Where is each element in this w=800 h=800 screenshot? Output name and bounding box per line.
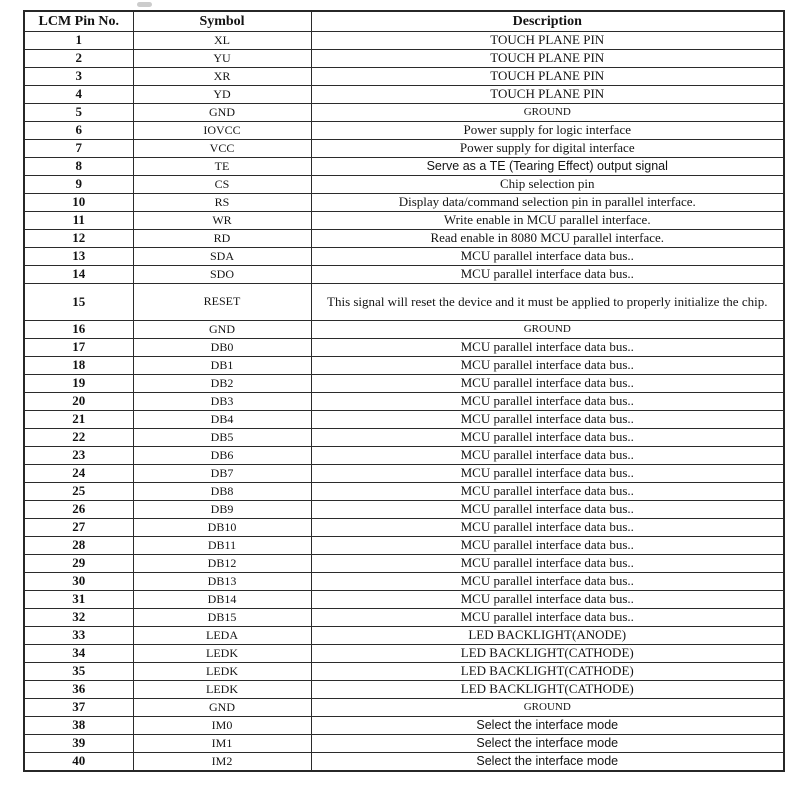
description-cell: Serve as a TE (Tearing Effect) output signal [311,158,784,176]
symbol-cell: YU [133,50,311,68]
pin-number-cell: 14 [24,266,133,284]
pin-number-cell: 40 [24,753,133,772]
pin-number-cell: 16 [24,321,133,339]
description-cell: MCU parallel interface data bus.. [311,537,784,555]
table-row [24,158,784,176]
symbol-cell: GND [133,104,311,122]
description-cell: MCU parallel interface data bus.. [311,339,784,357]
table-row [24,681,784,699]
table-row [24,663,784,681]
table-row [24,375,784,393]
symbol-cell: TE [133,158,311,176]
pin-number-cell: 39 [24,735,133,753]
pin-number-cell: 27 [24,519,133,537]
table-row [24,104,784,122]
description-cell: MCU parallel interface data bus.. [311,266,784,284]
symbol-cell: LEDK [133,645,311,663]
symbol-cell: YD [133,86,311,104]
table-row [24,429,784,447]
table-row [24,645,784,663]
table-row [24,176,784,194]
description-cell: MCU parallel interface data bus.. [311,465,784,483]
description-cell: Display data/command selection pin in parallel interface. [311,194,784,212]
description-cell: GROUND [311,321,784,339]
table-row [24,194,784,212]
pin-number-cell: 8 [24,158,133,176]
pin-number-cell: 9 [24,176,133,194]
table-row [24,393,784,411]
description-cell: LED BACKLIGHT(CATHODE) [311,681,784,699]
lcm-pin-table [23,10,785,772]
symbol-cell: DB3 [133,393,311,411]
description-cell: Select the interface mode [311,717,784,735]
table-row [24,32,784,50]
description-cell: MCU parallel interface data bus.. [311,447,784,465]
description-cell: MCU parallel interface data bus.. [311,393,784,411]
description-cell: MCU parallel interface data bus.. [311,501,784,519]
symbol-cell: DB7 [133,465,311,483]
header-description: Description [311,11,784,32]
symbol-cell: DB8 [133,483,311,501]
header-symbol: Symbol [133,11,311,32]
description-cell: Read enable in 8080 MCU parallel interface. [311,230,784,248]
pin-number-cell: 34 [24,645,133,663]
description-cell: MCU parallel interface data bus.. [311,591,784,609]
table-row [24,609,784,627]
pin-number-cell: 25 [24,483,133,501]
table-row [24,339,784,357]
pin-number-cell: 11 [24,212,133,230]
symbol-cell: DB9 [133,501,311,519]
description-cell: Chip selection pin [311,176,784,194]
symbol-cell: XL [133,32,311,50]
description-cell: MCU parallel interface data bus.. [311,357,784,375]
pin-number-cell: 33 [24,627,133,645]
description-cell: MCU parallel interface data bus.. [311,375,784,393]
table-row [24,122,784,140]
table-row [24,627,784,645]
pin-table-body [24,32,784,772]
description-cell: Write enable in MCU parallel interface. [311,212,784,230]
description-cell: MCU parallel interface data bus.. [311,555,784,573]
pin-number-cell: 21 [24,411,133,429]
symbol-cell: DB2 [133,375,311,393]
symbol-cell: LEDK [133,663,311,681]
symbol-cell: SDA [133,248,311,266]
symbol-cell: DB12 [133,555,311,573]
table-row [24,321,784,339]
description-cell: MCU parallel interface data bus.. [311,483,784,501]
symbol-cell: WR [133,212,311,230]
description-cell: GROUND [311,104,784,122]
symbol-cell: LEDA [133,627,311,645]
pin-number-cell: 24 [24,465,133,483]
pin-number-cell: 32 [24,609,133,627]
symbol-cell: IM1 [133,735,311,753]
pin-number-cell: 15 [24,284,133,321]
pin-number-cell: 38 [24,717,133,735]
description-cell: GROUND [311,699,784,717]
pin-number-cell: 4 [24,86,133,104]
table-row [24,230,784,248]
table-row [24,447,784,465]
description-cell: MCU parallel interface data bus.. [311,609,784,627]
description-cell: MCU parallel interface data bus.. [311,429,784,447]
symbol-cell: RESET [133,284,311,321]
table-row [24,717,784,735]
description-cell: TOUCH PLANE PIN [311,86,784,104]
table-header-row [24,11,784,32]
description-cell: Select the interface mode [311,753,784,772]
description-cell: TOUCH PLANE PIN [311,50,784,68]
table-row [24,465,784,483]
symbol-cell: GND [133,321,311,339]
pin-number-cell: 28 [24,537,133,555]
pin-number-cell: 29 [24,555,133,573]
pin-number-cell: 3 [24,68,133,86]
symbol-cell: IM2 [133,753,311,772]
table-row [24,411,784,429]
symbol-cell: DB5 [133,429,311,447]
pin-number-cell: 2 [24,50,133,68]
description-cell: MCU parallel interface data bus.. [311,573,784,591]
pin-number-cell: 12 [24,230,133,248]
pin-number-cell: 19 [24,375,133,393]
symbol-cell: DB15 [133,609,311,627]
table-row [24,212,784,230]
symbol-cell: DB13 [133,573,311,591]
description-cell: TOUCH PLANE PIN [311,68,784,86]
pin-number-cell: 17 [24,339,133,357]
table-row [24,537,784,555]
table-row [24,140,784,158]
header-lcm-pin-no: LCM Pin No. [24,11,133,32]
pin-number-cell: 18 [24,357,133,375]
table-row [24,555,784,573]
description-cell: Select the interface mode [311,735,784,753]
pin-number-cell: 7 [24,140,133,158]
symbol-cell: DB4 [133,411,311,429]
pin-number-cell: 31 [24,591,133,609]
pin-number-cell: 37 [24,699,133,717]
table-row [24,573,784,591]
pin-number-cell: 13 [24,248,133,266]
description-cell: Power supply for logic interface [311,122,784,140]
table-row [24,248,784,266]
symbol-cell: VCC [133,140,311,158]
description-cell: TOUCH PLANE PIN [311,32,784,50]
description-cell: LED BACKLIGHT(CATHODE) [311,663,784,681]
table-row [24,735,784,753]
table-row [24,699,784,717]
symbol-cell: SDO [133,266,311,284]
table-row [24,357,784,375]
pin-number-cell: 20 [24,393,133,411]
scan-artifact [137,2,152,7]
description-cell: MCU parallel interface data bus.. [311,519,784,537]
description-cell: MCU parallel interface data bus.. [311,248,784,266]
pin-number-cell: 10 [24,194,133,212]
symbol-cell: RD [133,230,311,248]
symbol-cell: XR [133,68,311,86]
description-cell: MCU parallel interface data bus.. [311,411,784,429]
table-row [24,50,784,68]
table-row [24,519,784,537]
symbol-cell: IOVCC [133,122,311,140]
table-row [24,68,784,86]
symbol-cell: GND [133,699,311,717]
symbol-cell: DB1 [133,357,311,375]
symbol-cell: DB11 [133,537,311,555]
table-row [24,591,784,609]
pin-number-cell: 35 [24,663,133,681]
pin-number-cell: 26 [24,501,133,519]
symbol-cell: LEDK [133,681,311,699]
symbol-cell: DB10 [133,519,311,537]
description-cell: Power supply for digital interface [311,140,784,158]
symbol-cell: DB0 [133,339,311,357]
symbol-cell: CS [133,176,311,194]
table-row [24,266,784,284]
pin-number-cell: 30 [24,573,133,591]
description-cell: LED BACKLIGHT(ANODE) [311,627,784,645]
pin-number-cell: 5 [24,104,133,122]
symbol-cell: RS [133,194,311,212]
table-row [24,284,784,321]
symbol-cell: DB14 [133,591,311,609]
pin-number-cell: 36 [24,681,133,699]
table-row [24,86,784,104]
symbol-cell: DB6 [133,447,311,465]
pin-number-cell: 23 [24,447,133,465]
pin-number-cell: 1 [24,32,133,50]
pin-number-cell: 6 [24,122,133,140]
description-cell: This signal will reset the device and it must be applied to properly initialize the chip. [311,284,784,321]
table-row [24,753,784,772]
table-row [24,501,784,519]
table-row [24,483,784,501]
pin-number-cell: 22 [24,429,133,447]
symbol-cell: IM0 [133,717,311,735]
description-cell: LED BACKLIGHT(CATHODE) [311,645,784,663]
